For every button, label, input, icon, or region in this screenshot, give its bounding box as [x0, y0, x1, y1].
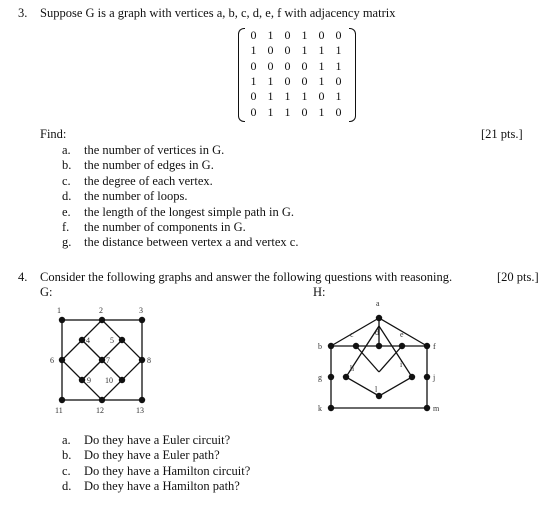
graph-g-vertex-label: 10 [105, 376, 113, 385]
graph-g-vertex-label: 9 [87, 376, 91, 385]
graph-h-vertex [328, 343, 334, 349]
item-marker: d. [62, 479, 72, 494]
item-text: the number of edges in G. [84, 158, 214, 173]
item-marker: d. [62, 189, 72, 204]
graph-h-vertex [328, 374, 334, 380]
matrix-cell: 0 [250, 28, 257, 43]
q3-points: [21 pts.] [481, 127, 523, 141]
graph-g-vertex-label: 3 [139, 306, 143, 315]
graph-g-vertex [79, 337, 85, 343]
graph-h-label: H: [313, 285, 326, 299]
matrix-cell: 0 [284, 43, 291, 58]
list-item [62, 464, 250, 479]
item-text: the number of loops. [84, 189, 188, 204]
graph-h-vertex [424, 405, 430, 411]
graph-g-vertex [119, 337, 125, 343]
graph-g-vertex [59, 357, 65, 363]
graph-h-vertex-label: f [433, 342, 436, 351]
matrix-cell: 1 [284, 89, 291, 104]
find-label: Find: [40, 127, 67, 141]
graph-g-vertex-label: 6 [50, 356, 54, 365]
matrix-cell: 0 [267, 43, 274, 58]
graph-h-vertex-label: k [318, 404, 322, 413]
matrix-cell: 1 [284, 104, 291, 119]
graph-h-vertex [353, 343, 359, 349]
item-text: Do they have a Euler path? [84, 448, 220, 463]
matrix-cell: 1 [301, 28, 308, 43]
graph-h-edge [331, 318, 379, 346]
graph-h-vertex [328, 405, 334, 411]
matrix-cell: 0 [301, 74, 308, 89]
graph-g-vertex-label: 11 [55, 406, 63, 415]
list-item [62, 448, 250, 463]
matrix-cell: 1 [301, 89, 308, 104]
matrix-cell: 1 [318, 74, 325, 89]
matrix-cell: 0 [284, 74, 291, 89]
item-marker: b. [62, 448, 72, 463]
graph-h-vertex-label: d [375, 328, 379, 337]
matrix-cell: 0 [250, 58, 257, 73]
graph-h-vertex-label: i [400, 360, 403, 369]
graph-g-vertex [139, 397, 145, 403]
graph-h-vertex-label: l [375, 385, 378, 394]
q3-number: 3. [18, 6, 28, 20]
graph-g-vertex-label: 7 [106, 356, 110, 365]
q4-question-list [62, 433, 250, 495]
graph-g-vertex-label: 2 [99, 306, 103, 315]
matrix-cell: 1 [267, 89, 274, 104]
list-item [62, 479, 250, 494]
matrix-cell: 1 [318, 58, 325, 73]
graph-g-vertex [139, 357, 145, 363]
item-text: the distance between vertex a and vertex c. [84, 235, 299, 250]
graph-h-vertex [376, 343, 382, 349]
matrix-cell: 1 [335, 89, 342, 104]
graph-g-vertex-label: 1 [57, 306, 61, 315]
item-text: the number of components in G. [84, 219, 246, 234]
graph-h-vertex [376, 315, 382, 321]
matrix-cell: 0 [335, 28, 342, 43]
item-text: the number of vertices in G. [84, 143, 225, 157]
graph-h-edge [356, 346, 379, 372]
q4-number: 4. [18, 270, 28, 284]
q4-points: [20 pts.] [497, 270, 539, 284]
matrix-cell: 1 [335, 58, 342, 73]
matrix-cell: 1 [267, 104, 274, 119]
graph-h-vertex-label: c [350, 330, 354, 339]
matrix-cell: 1 [301, 43, 308, 58]
graph-g-vertex [99, 357, 105, 363]
matrix-cell: 0 [318, 89, 325, 104]
graph-g-vertex-label: 4 [86, 336, 90, 345]
item-text: the degree of each vertex. [84, 173, 213, 188]
graph-h-vertex-label: h [350, 364, 354, 373]
graph-g-vertex-label: 8 [147, 356, 151, 365]
matrix-cell: 0 [301, 104, 308, 119]
item-marker: g. [62, 235, 72, 250]
q4-text: Consider the following graphs and answer the following questions with reasoning. [40, 270, 453, 284]
graph-g-vertices [59, 317, 145, 403]
matrix-cell: 0 [301, 58, 308, 73]
item-text: the length of the longest simple path in G. [84, 204, 295, 219]
graph-h-vertex-label: e [400, 330, 404, 339]
list-item [62, 433, 250, 448]
matrix-cell: 1 [250, 43, 257, 58]
matrix-cell: 1 [267, 28, 274, 43]
graph-g-vertex [59, 317, 65, 323]
graph-g-vertex [99, 317, 105, 323]
matrix-cell: 1 [318, 104, 325, 119]
item-text: Do they have a Euler circuit? [84, 433, 231, 447]
item-text: Do they have a Hamilton path? [84, 479, 240, 494]
graph-h-vertex-label: m [433, 404, 440, 413]
matrix-cell: 0 [335, 104, 342, 119]
graph-h-vertex [343, 374, 349, 380]
graph-g-label: G: [40, 285, 53, 299]
matrix-cell: 0 [267, 58, 274, 73]
matrix-cell: 0 [318, 28, 325, 43]
graph-h-vertex [409, 374, 415, 380]
graph-h-vertex [424, 374, 430, 380]
matrix-cell: 0 [250, 104, 257, 119]
graph-g-vertex [99, 397, 105, 403]
graph-h-vertex [399, 343, 405, 349]
graph-h-edge [379, 346, 402, 372]
matrix-cell: 1 [335, 43, 342, 58]
matrix-cell: 0 [284, 28, 291, 43]
item-marker: c. [62, 463, 71, 478]
graph-h-vertex-label: a [376, 299, 380, 308]
matrix-cell: 1 [318, 43, 325, 58]
matrix-cell: 0 [250, 89, 257, 104]
item-text: Do they have a Hamilton circuit? [84, 463, 251, 478]
item-marker: e. [62, 204, 71, 219]
graph-h-vertex-label: b [318, 342, 322, 351]
graph-h-vertex [424, 343, 430, 349]
item-marker: f. [62, 219, 70, 234]
item-marker: a. [62, 143, 71, 157]
item-marker: b. [62, 158, 72, 173]
matrix-cell: 0 [335, 74, 342, 89]
graph-g-vertex [119, 377, 125, 383]
graph-g-vertex [139, 317, 145, 323]
matrix-cell: 1 [250, 74, 257, 89]
graph-g-vertex [79, 377, 85, 383]
matrix-cell: 0 [284, 58, 291, 73]
q3-text: Suppose G is a graph with vertices a, b, c, d, e, f with adjacency matrix [40, 6, 396, 20]
graph-h-vertex-label: j [433, 373, 436, 382]
graph-g-vertex-label: 13 [136, 406, 144, 415]
graph-g-vertex-label: 12 [96, 406, 104, 415]
matrix-cell: 1 [267, 74, 274, 89]
item-marker: a. [62, 433, 71, 447]
item-marker: c. [62, 173, 71, 188]
graph-h-vertex-label: g [318, 373, 322, 382]
graph-g-vertex-label: 5 [110, 336, 114, 345]
graph-g-vertex [59, 397, 65, 403]
